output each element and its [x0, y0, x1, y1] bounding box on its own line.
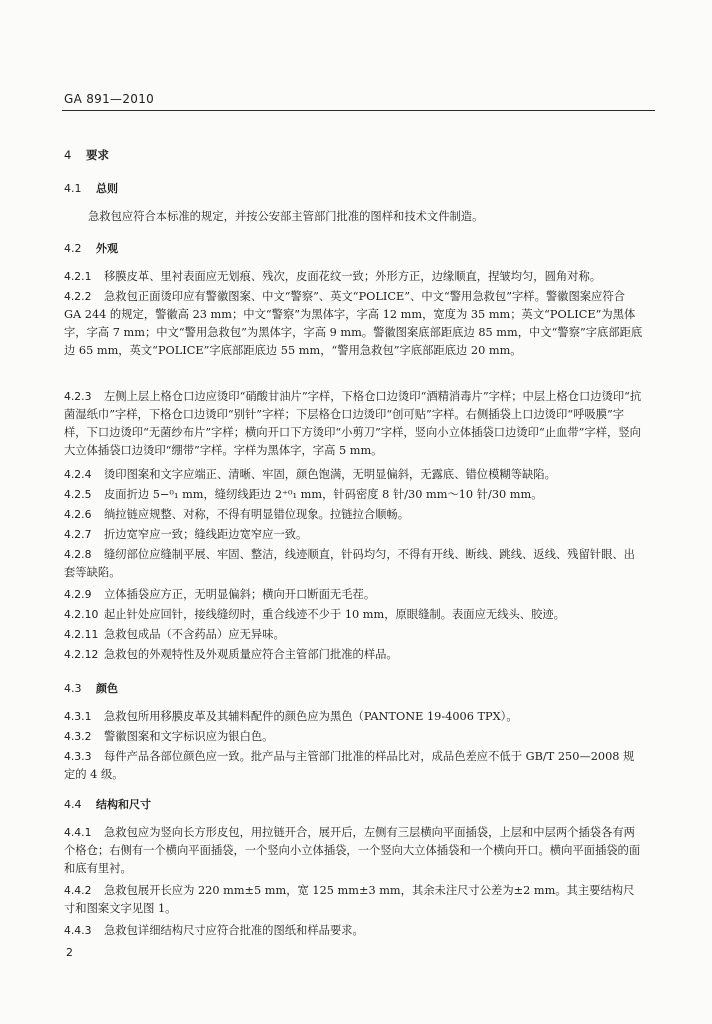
- clause-4-2-10: 4.2.10 起止针处应回针，接线缝纫时，重合线迹不少于 10 mm，原眼缝制。表面应无线头、胶迹。: [64, 608, 565, 621]
- clause-4-4-2: 4.4.2 急救包展开长应为 220 mm±5 mm，宽 125 mm±3 mm，其余未注尺寸公差为±2 mm。其主要结构尺寸和图案文字见图 1。: [64, 884, 635, 915]
- clause-4-4-1: 4.4.1 急救包应为竖向长方形皮包，用拉链开合，展开后，左侧有三层横向平面插袋，上层和中层两个插袋各有两个格仓；右侧有一个横向平面插袋，一个竖向小立体插袋，一个竖向大立体插袋和一个横向开口。横向平面插袋的面和底有里衬。: [64, 826, 641, 875]
- clause-4-4-3: 4.4.3 急救包详细结构尺寸应符合批准的图纸和样品要求。: [64, 924, 364, 937]
- clause-4-2-8: 4.2.8 缝纫部位应缝制平展、牢固、整洁，线迹顺直，针码均匀，不得有开线、断线、跳线、返线、残留针眼、出套等缺陷。: [64, 548, 635, 579]
- section-4-3-heading: 4.3 颜色: [64, 682, 118, 695]
- clause-4-2-6: 4.2.6 绱拉链应规整、对称，不得有明显错位现象。拉链拉合顺畅。: [64, 508, 410, 521]
- header-rule: [62, 110, 655, 111]
- section-4-1-text: 急救包应符合本标准的规定，并按公安部主管部门批准的图样和技术文件制造。: [88, 210, 484, 223]
- standard-code: GA 891—2010: [64, 92, 155, 106]
- clause-4-3-3: 4.3.3 每件产品各部位颜色应一致。批产品与主管部门批准的样品比对，成品色差应不低于 GB/T 250—2008 规定的 4 级。: [64, 750, 635, 781]
- clause-4-2-9: 4.2.9 立体插袋应方正，无明显偏斜；横向开口断面无毛茬。: [64, 588, 376, 601]
- clause-4-2-4: 4.2.4 烫印图案和文字应端正、清晰、牢固，颜色饱满，无明显偏斜，无露底、错位模糊等缺陷。: [64, 468, 556, 481]
- section-4-heading: 4 要求: [64, 148, 109, 162]
- clause-4-2-12: 4.2.12 急救包的外观特性及外观质量应符合主管部门批准的样品。: [64, 648, 398, 661]
- clause-4-2-11: 4.2.11 急救包成品（不含药品）应无异味。: [64, 628, 285, 641]
- clause-4-3-2: 4.3.2 警徽图案和文字标识应为银白色。: [64, 730, 274, 743]
- clause-4-2-7: 4.2.7 折边宽窄应一致；缝线距边宽窄应一致。: [64, 528, 308, 541]
- section-4-4-heading: 4.4 结构和尺寸: [64, 798, 151, 811]
- section-4-2-heading: 4.2 外观: [64, 242, 118, 255]
- clause-4-2-1: 4.2.1 移膜皮革、里衬表面应无划痕、残次，皮面花纹一致；外形方正，边缘顺直，捏皱均匀，圆角对称。: [64, 270, 602, 283]
- section-4-1-heading: 4.1 总则: [64, 182, 118, 195]
- clause-4-2-2: 4.2.2 急救包正面烫印应有警徽图案、中文“警察”、英文“POLICE”、中文“警用急救包”字样。警徽图案应符合 GA 244 的规定，警徽高 23 mm；中文“警察”为黑体字，字高 12 mm，宽度为 35 mm；英文“POLICE”为黑体字，字高 7 mm；中文“警用急救包”为黑体字，字高 9 mm。警徽图案底部距底边 85 mm，中文“警察”字底部距底边 65 mm，英文“POLICE”字底部距底边 55 mm，“警用急救包”字底部距底边 20 mm。: [64, 290, 643, 357]
- clause-4-2-5: 4.2.5 皮面折边 5−⁰₁ mm，缝纫线距边 2⁺⁰₁ mm，针码密度 8 针/30 mm～10 针/30 mm。: [64, 488, 543, 501]
- clause-4-3-1: 4.3.1 急救包所用移膜皮革及其辅料配件的颜色应为黑色（PANTONE 19-4006 TPX）。: [64, 710, 518, 723]
- page-number: 2: [66, 946, 73, 959]
- clause-4-2-3: 4.2.3 左侧上层上格仓口边应烫印“硝酸甘油片”字样，下格仓口边烫印“酒精消毒片”字样；中层上格仓口边烫印“抗菌湿纸巾”字样，下格仓口边烫印“别针”字样；下层格仓口边烫印“创可贴”字样。右侧插袋上口边烫印“呼吸膜”字样，下口边烫印“无菌纱布片”字样；横向开口下方烫印“小剪刀”字样，竖向小立体插袋口边烫印“止血带”字样，竖向大立体插袋口边烫印“绷带”字样。字样为黑体字，字高 5 mm。: [64, 390, 642, 457]
